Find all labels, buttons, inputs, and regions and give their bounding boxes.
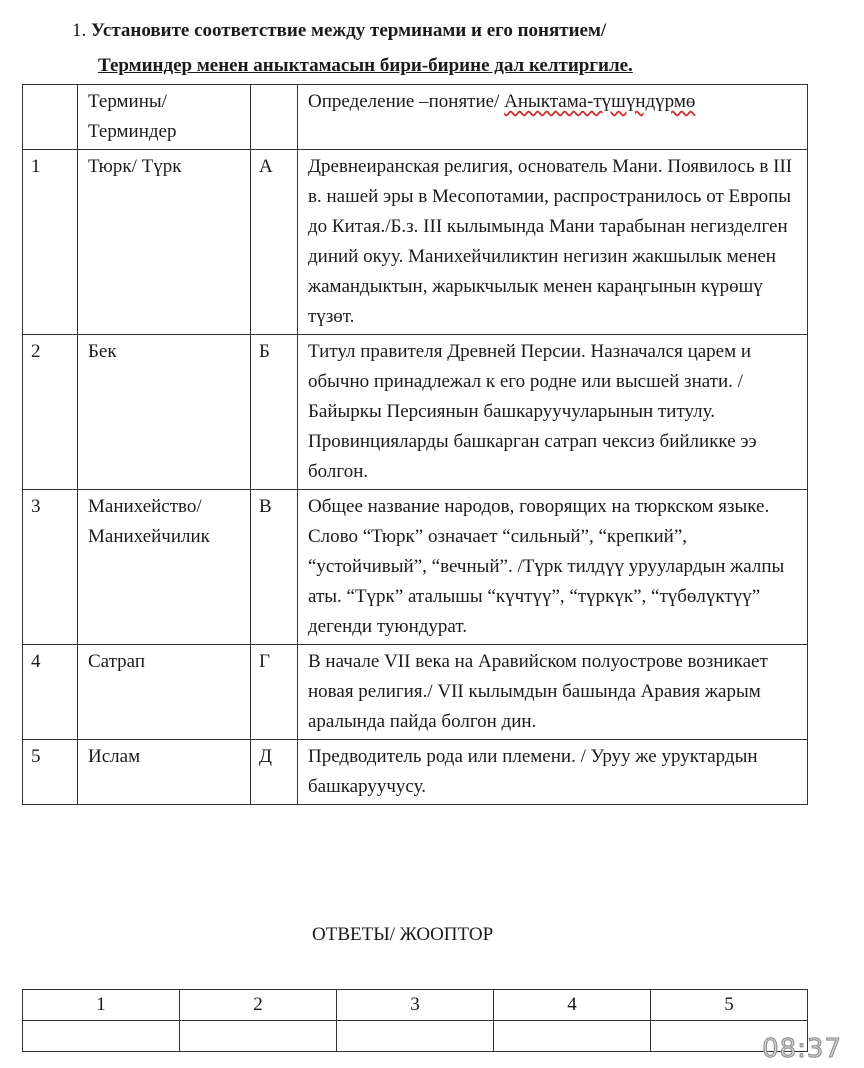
answers-title: ОТВЕТЫ/ ЖООПТОР [312, 924, 494, 945]
answer-cell-2[interactable] [180, 1021, 337, 1052]
row-number: 3 [23, 490, 78, 645]
row-number: 4 [23, 645, 78, 740]
answer-column-header: 3 [337, 990, 494, 1021]
answer-cell-4[interactable] [494, 1021, 651, 1052]
task-heading-ru: Установите соответствие между терминами и его понятием/ [91, 20, 607, 41]
table-row [23, 150, 808, 335]
row-number: 5 [23, 740, 78, 805]
matching-table [22, 84, 808, 805]
row-letter: В [251, 490, 298, 645]
row-term: Манихейство/ Манихейчилик [78, 490, 251, 645]
answers-table [22, 989, 808, 1052]
table-row [23, 335, 808, 490]
row-definition: Предводитель рода или племени. / Уруу же уруктардын башкаруучусу. [298, 740, 808, 805]
row-term: Ислам [78, 740, 251, 805]
row-letter: Г [251, 645, 298, 740]
answer-column-header: 1 [23, 990, 180, 1021]
row-number: 1 [23, 150, 78, 335]
row-term: Бек [78, 335, 251, 490]
header-num-cell [23, 85, 78, 150]
row-definition: Титул правителя Древней Персии. Назначался царем и обычно принадлежал к его родне или высшей знати. /Байыркы Персиянын башкаруучуларынын титулу. Провинцияларды башкарган сатрап чексиз бийликке ээ болгон. [298, 335, 808, 490]
table-header-row [23, 85, 808, 150]
row-term: Тюрк/ Түрк [78, 150, 251, 335]
row-letter: Б [251, 335, 298, 490]
answers-input-row [23, 1021, 808, 1052]
table-row [23, 645, 808, 740]
answer-column-header: 5 [651, 990, 808, 1021]
header-letter-cell [251, 85, 298, 150]
answer-cell-3[interactable] [337, 1021, 494, 1052]
answers-header-row [23, 990, 808, 1021]
row-letter: Д [251, 740, 298, 805]
header-definition [298, 85, 808, 150]
task-number: 1. [72, 20, 87, 41]
timestamp-overlay: 08:37 [762, 1034, 842, 1064]
row-definition: Общее название народов, говорящих на тюркском языке. Слово “Тюрк” означает “сильный”, “крепкий”, “устойчивый”, “вечный”. /Түрк тилдүү уруулардын жалпы аты. “Түрк” аталышы “күчтүү”, “түркүк”, “түбөлүктүү” дегенди туюндурат. [298, 490, 808, 645]
row-term: Сатрап [78, 645, 251, 740]
row-definition: В начале VII века на Аравийском полуострове возникает новая религия./ VII кылымдын башында Аравия жарым аралында пайда болгон дин. [298, 645, 808, 740]
answer-column-header: 2 [180, 990, 337, 1021]
row-number: 2 [23, 335, 78, 490]
task-heading-ky: Терминдер менен аныктамасын бири-бирине дал келтиргиле. [98, 55, 633, 76]
task-heading-line1 [72, 18, 852, 44]
answer-cell-1[interactable] [23, 1021, 180, 1052]
header-definition-ru: Определение –понятие/ [308, 91, 505, 112]
row-letter: А [251, 150, 298, 335]
table-row [23, 740, 808, 805]
row-definition: Древнеиранская религия, основатель Мани. Появилось в III в. нашей эры в Месопотамии, распространилось от Европы до Китая./Б.з. III кылымында Мани тарабынан негизделген диний окуу. Манихейчиликтин негизин жакшылык менен жамандыктын, жарыкчылык менен караңгынын күрөшү түзөт. [298, 150, 808, 335]
table-row [23, 490, 808, 645]
answer-column-header: 4 [494, 990, 651, 1021]
header-definition-ky: Аныктама-түшүндүрмө [504, 91, 696, 112]
header-terms: Термины/ Терминдер [78, 85, 251, 150]
